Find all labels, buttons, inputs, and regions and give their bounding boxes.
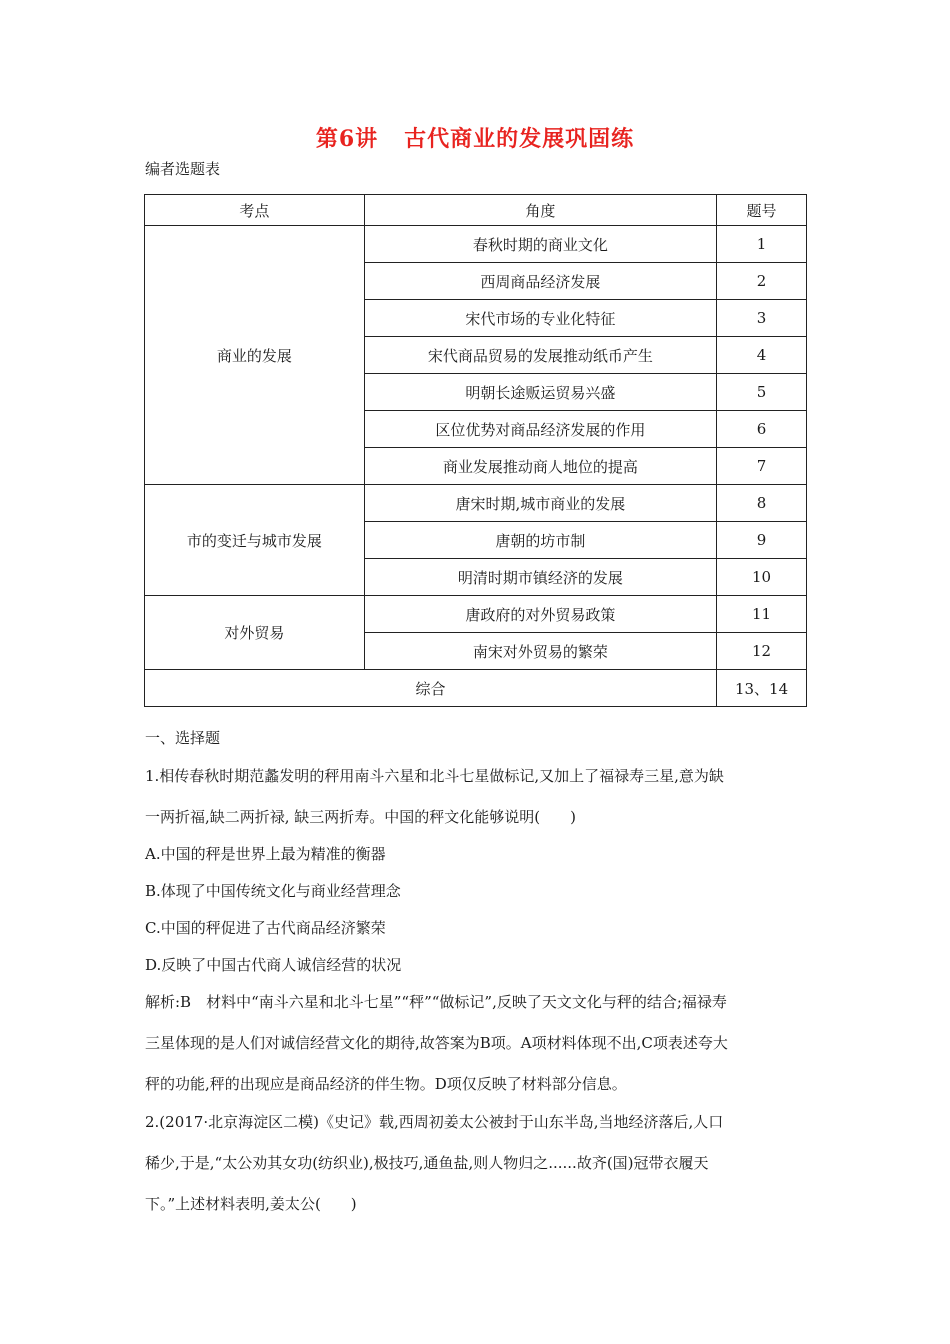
question-1-line-1: 1.相传春秋时期范蠡发明的秤用南斗六星和北斗七星做标记,又加上了福禄寿三星,意为缺 [145,767,724,785]
section-heading: 一、选择题 [145,729,221,747]
angle-cell: 南宋对外贸易的繁荣 [364,633,716,670]
topic-cell: 商业的发展 [145,226,365,485]
angle-cell: 明清时期市镇经济的发展 [364,559,716,596]
header-topic: 考点 [145,195,365,226]
header-number: 题号 [717,195,807,226]
question-1-line-2: 一两折福,缺二两折禄, 缺三两折寿。中国的秤文化能够说明( ) [145,808,577,826]
angle-cell: 商业发展推动商人地位的提高 [364,448,716,485]
number-cell: 12 [717,633,807,670]
table-row [145,670,807,707]
option-a: A.中国的秤是世界上最为精准的衡器 [145,845,386,863]
number-cell: 5 [717,374,807,411]
number-cell: 9 [717,522,807,559]
topic-cell: 市的变迁与城市发展 [145,485,365,596]
angle-cell: 宋代商品贸易的发展推动纸币产生 [364,337,716,374]
topic-cell: 对外贸易 [145,596,365,670]
page-title [0,122,950,153]
table-row [145,596,807,633]
number-cell: 4 [717,337,807,374]
angle-cell: 区位优势对商品经济发展的作用 [364,411,716,448]
number-cell: 10 [717,559,807,596]
topic-selection-table [144,194,807,707]
title-topic: 古代商业的发展巩固练 [404,126,635,152]
number-cell: 7 [717,448,807,485]
question-2-line-1: 2.(2017·北京海淀区二模)《史记》载,西周初姜太公被封于山东半岛,当地经济落后,人口 [145,1113,724,1131]
table-row [145,226,807,263]
number-cell: 8 [717,485,807,522]
title-lecture: 第6讲 [315,126,379,152]
header-angle: 角度 [364,195,716,226]
number-cell: 3 [717,300,807,337]
question-2-line-2: 稀少,于是,“太公劝其女功(纺织业),极技巧,通鱼盐,则人物归之......故齐(国)冠带衣履天 [145,1154,709,1172]
angle-cell: 明朝长途贩运贸易兴盛 [364,374,716,411]
option-b: B.体现了中国传统文化与商业经营理念 [145,882,401,900]
analysis-line-3: 秤的功能,秤的出现应是商品经济的伴生物。D项仅反映了材料部分信息。 [145,1075,627,1093]
table-row [145,485,807,522]
angle-cell: 唐政府的对外贸易政策 [364,596,716,633]
angle-cell: 宋代市场的专业化特征 [364,300,716,337]
analysis-line-2: 三星体现的是人们对诚信经营文化的期待,故答案为B项。A项材料体现不出,C项表述夸大 [145,1034,728,1052]
number-cell: 2 [717,263,807,300]
summary-cell: 综合 [145,670,717,707]
angle-cell: 唐宋时期,城市商业的发展 [364,485,716,522]
option-c: C.中国的秤促进了古代商品经济繁荣 [145,919,386,937]
angle-cell: 西周商品经济发展 [364,263,716,300]
number-cell: 6 [717,411,807,448]
summary-number-cell: 13、14 [717,670,807,707]
analysis-line-1: 解析:B 材料中“南斗六星和北斗七星”“秤”“做标记”,反映了天文文化与秤的结合;福禄寿 [145,993,727,1011]
angle-cell: 春秋时期的商业文化 [364,226,716,263]
angle-cell: 唐朝的坊市制 [364,522,716,559]
option-d: D.反映了中国古代商人诚信经营的状况 [145,956,402,974]
number-cell: 1 [717,226,807,263]
question-2-line-3: 下。”上述材料表明,姜太公( ) [145,1195,357,1213]
table-caption: 编者选题表 [145,160,221,178]
number-cell: 11 [717,596,807,633]
